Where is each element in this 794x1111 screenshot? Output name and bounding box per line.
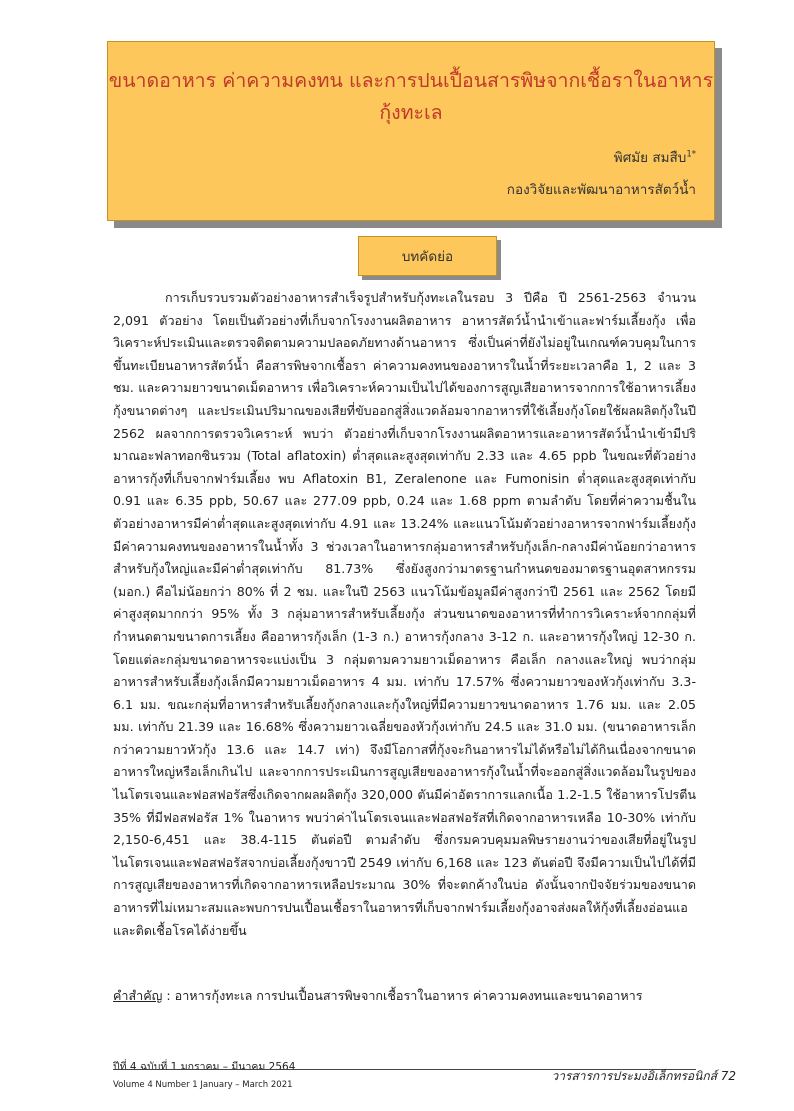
abstract-heading-box xyxy=(358,236,497,276)
abstract-heading: บทคัดย่อ xyxy=(401,249,454,265)
footer-journal-page: วารสารการประมงอิเล็กทรอนิกส์ 72 xyxy=(551,1069,736,1083)
keywords-text: : อาหารกุ้งทะเล การปนเปื้อนสารพิษจากเชื้อราในอาหาร ค่าความคงทนและขนาดอาหาร xyxy=(162,988,643,1003)
title-box xyxy=(107,41,715,221)
article-title: ขนาดอาหาร ค่าความคงทน และการปนเปื้อนสารพิษจากเชื้อราในอาหารกุ้งทะเล xyxy=(108,69,714,124)
keywords-label: คำสำคัญ xyxy=(113,988,163,1003)
keywords xyxy=(113,985,696,1007)
affiliation: กองวิจัยและพัฒนาอาหารสัตว์น้ำ xyxy=(506,182,696,198)
author-name: พิศมัย สมสืบ xyxy=(613,150,687,166)
abstract-body: การเก็บรวบรวมตัวอย่างอาหารสำเร็จรูปสำหรับกุ้งทะเลในรอบ 3 ปีคือ ปี 2561-2563 จำนวน 2,091 ตัวอย่าง โดยเป็นตัวอย่างที่เก็บจากโรงงานผลิตอาหาร อาหารสัตว์น้ำนำเข้าและฟาร์มเลี้ยงกุ้ง เพื่อวิเคราะห์ประเมินและตรวจติดตามความปลอดภัยทางด้านอาหาร ซึ่งเป็นค่าที่ยังไม่อยู่ในเกณฑ์ควบคุมในการขึ้นทะเบียนอาหารสัตว์น้ำ คือสารพิษจากเชื้อรา ค่าความคงทนของอาหารในน้ำที่ระยะเวลาคือ 1, 2 และ 3 ชม. และความยาวขนาดเม็ดอาหาร เพื่อวิเคราะห์ความเป็นไปได้ของการสูญเสียอาหารจากการใช้อาหารเลี้ยงกุ้งขนาดต่างๆ และประเมินปริมาณของเสียที่ขับออกสู่สิ่งแวดล้อมจากอาหารที่ใช้เลี้ยงกุ้งโดยใช้ผลผลิตกุ้งในปี 2562 ผลจากการตรวจวิเคราะห์ พบว่า ตัวอย่างที่เก็บจากโรงงานผลิตอาหารและอาหารสัตว์น้ำนำเข้ามีปริมาณอะฟลาทอกซินรวม (Total aflatoxin) ต่ำสุดและสูงสุดเท่ากับ 2.33 และ 4.65 ppb ในขณะที่ตัวอย่างอาหารกุ้งที่เก็บจากฟาร์มเลี้ยง พบ Aflatoxin B1, Zeralenone และ Fumonisin ต่ำสุดและสูงสุดเท่ากับ 0.91 และ 6.35 ppb, 50.67 และ 277.09 ppb, 0.24 และ 1.68 ppm ตามลำดับ โดยที่ค่าความชื้นในตัวอย่างอาหารมีค่าต่ำสุดและสูงสุดเท่ากับ 4.91 และ 13.24% และแนวโน้มตัวอย่างอาหารจากฟาร์มเลี้ยงกุ้งมีค่าความคงทนของอาหารในน้ำทั้ง 3 ช่วงเวลาในอาหารกลุ่มอาหารสำหรับกุ้งเล็ก-กลางมีค่าน้อยกว่าอาหารสำหรับกุ้งใหญ่และมีค่าต่ำสุดเท่ากับ 81.73% ซึ่งยังสูงกว่ามาตรฐานกำหนดของมาตรฐานอุตสาหกรรม (มอก.) คือไม่น้อยกว่า 80% ที่ 2 ชม. และในปี 2563 แนวโน้มข้อมูลมีค่าสูงกว่าปี 2561 และ 2562 โดยมีค่าสูงสุดมากกว่า 95% ทั้ง 3 กลุ่มอาหารสำหรับเลี้ยงกุ้ง ส่วนขนาดของอาหารที่ทำการวิเคราะห์จากกลุ่มที่กำหนดตามขนาดการเลี้ยง คืออาหารกุ้งเล็ก (1-3 ก.) อาหารกุ้งกลาง 3-12 ก. และอาหารกุ้งใหญ่ 12-30 ก. โดยแต่ละกลุ่มขนาดอาหารจะแบ่งเป็น 3 กลุ่มตามความยาวเม็ดอาหาร คือเล็ก กลางและใหญ่ พบว่ากลุ่มอาหารสำหรับเลี้ยงกุ้งเล็กมีความยาวเม็ดอาหาร 4 มม. เท่ากับ 17.57% ซึ่งความยาวของหัวกุ้งเท่ากับ 3.3-6.1 มม. ขณะกลุ่มที่อาหารสำหรับเลี้ยงกุ้งกลางและกุ้งใหญ่ที่มีความยาวขนาดอาหาร 1.76 มม. และ 2.05 มม. เท่ากับ 21.39 และ 16.68% ซึ่งความยาวเฉลี่ยของหัวกุ้งเท่ากับ 24.5 และ 31.0 มม. (ขนาดอาหารเล็กกว่าความยาวหัวกุ้ง 13.6 และ 14.7 เท่า) จึงมีโอกาสที่กุ้งจะกินอาหารไม่ได้หรือไม่ได้กินเนื่องจากขนาดอาหารใหญ่หรือเล็กเกินไป และจากการประเมินการสูญเสียของอาหารกุ้งในน้ำที่จะออกสู่สิ่งแวดล้อมในรูปของไนโตรเจนและฟอสฟอรัสซึ่งเกิดจากผลผลิตกุ้ง 320,000 ตันมีค่าอัตราการแลกเนื้อ 1.2-1.5 ใช้อาหารโปรตีน 35% ที่มีฟอสฟอรัส 1% ในอาหาร พบว่าค่าไนโตรเจนและฟอสฟอรัสที่เกิดจากอาหารเหลือ 10-30% เท่ากับ 2,150-6,451 และ 38.4-115 ตันต่อปี ตามลำดับ ซึ่งกรมควบคุมมลพิษรายงานว่าของเสียที่อยู่ในรูปไนโตรเจนและฟอสฟอรัสจากบ่อเลี้ยงกุ้งขาวปี 2549 เท่ากับ 6,168 และ 123 ตันต่อปี จึงมีความเป็นไปได้ที่มีการสูญเสียของอาหารที่เกิดจากอาหารเหลือประมาณ 30% ที่จะตกค้างในบ่อ ดังนั้นจากปัจจัยร่วมของขนาดอาหารที่ไม่เหมาะสมและพบการปนเปื้อนเชื้อราในอาหารที่เก็บจากฟาร์มเลี้ยงกุ้งอาจส่งผลให้กุ้งที่เลี้ยงอ่อนแอและติดเชื้อโรคได้ง่ายขึ้น xyxy=(113,290,696,938)
footer-issue-english: Volume 4 Number 1 January – March 2021 xyxy=(113,1080,293,1090)
footer-issue-thai: ปีที่ 4 ฉบับที่ 1 มกราคม – มีนาคม 2564 xyxy=(113,1061,296,1073)
author-superscript: 1* xyxy=(686,149,696,160)
author xyxy=(614,146,696,168)
